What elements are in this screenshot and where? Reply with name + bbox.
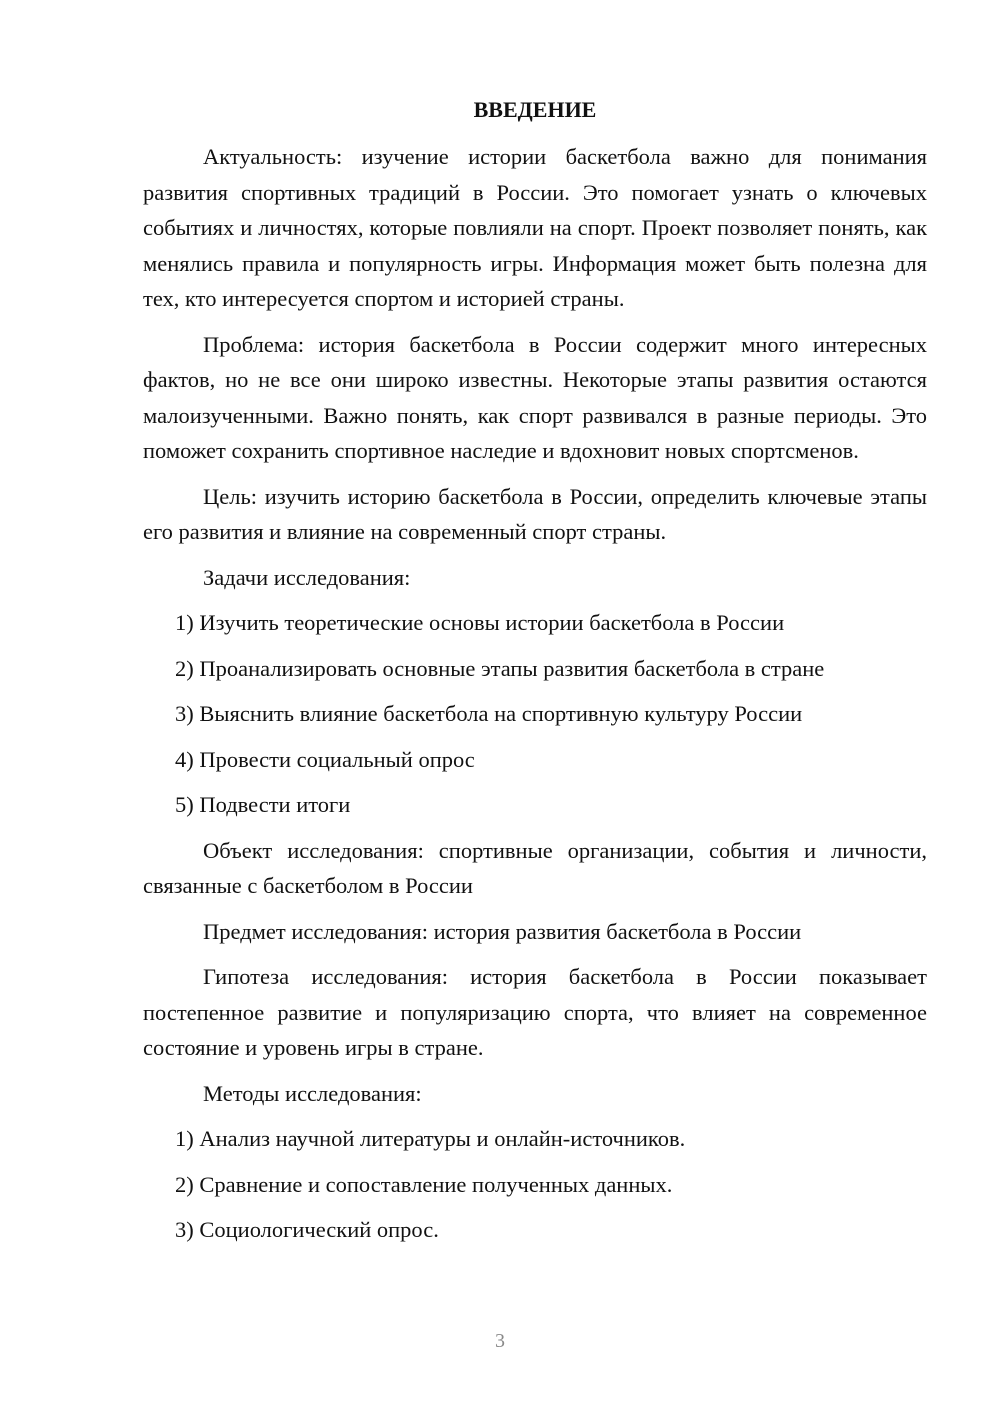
tasks-list [143,605,927,823]
page-title: ВВЕДЕНИЕ [473,97,597,122]
problem-paragraph: Проблема: история баскетбола в России содержит много интересных фактов, но не все они широко известны. Некоторые этапы развития остаются малоизученными. Важно понять, как спорт развивался в разные периоды. Это поможет сохранить спортивное наследие и вдохновит новых спортсменов. [143,331,927,463]
list-item: 1) Анализ научной литературы и онлайн-источников. [175,1126,686,1151]
relevance-paragraph: Актуальность: изучение истории баскетбола важно для понимания развития спортивных традиций в России. Это помогает узнать о ключевых событиях и личностях, которые повлияли на спорт. Проект позволяет понять, как менялись правила и популярность игры. Информация может быть полезна для тех, кто интересуется спортом и историей страны. [143,144,927,311]
methods-heading: Методы исследования: [203,1080,422,1106]
page-number: 3 [495,1330,505,1352]
object-paragraph: Объект исследования: спортивные организации, события и личности, связанные с баскетболом в России [143,837,927,898]
methods-list [143,1121,927,1248]
tasks-heading: Задачи исследования: [203,564,411,590]
subject-paragraph: Предмет исследования: история развития баскетбола в России [203,918,802,944]
list-item: 2) Сравнение и сопоставление полученных данных. [175,1171,673,1197]
document-page [143,92,927,1258]
list-item: 3) Выяснить влияние баскетбола на спортивную культуру России [175,701,803,726]
list-item: 3) Социологический опрос. [175,1217,439,1242]
hypothesis-paragraph: Гипотеза исследования: история баскетбола в России показывает постепенное развитие и популяризацию спорта, что влияет на современное состояние и уровень игры в стране. [143,964,927,1060]
list-item: 4) Провести социальный опрос [175,746,475,772]
list-item: 5) Подвести итоги [175,792,351,817]
list-item: 2) Проанализировать основные этапы развития баскетбола в стране [175,655,825,681]
goal-paragraph: Цель: изучить историю баскетбола в России, определить ключевые этапы его развития и влияние на современный спорт страны. [143,483,927,544]
list-item: 1) Изучить теоретические основы истории баскетбола в России [175,610,785,635]
